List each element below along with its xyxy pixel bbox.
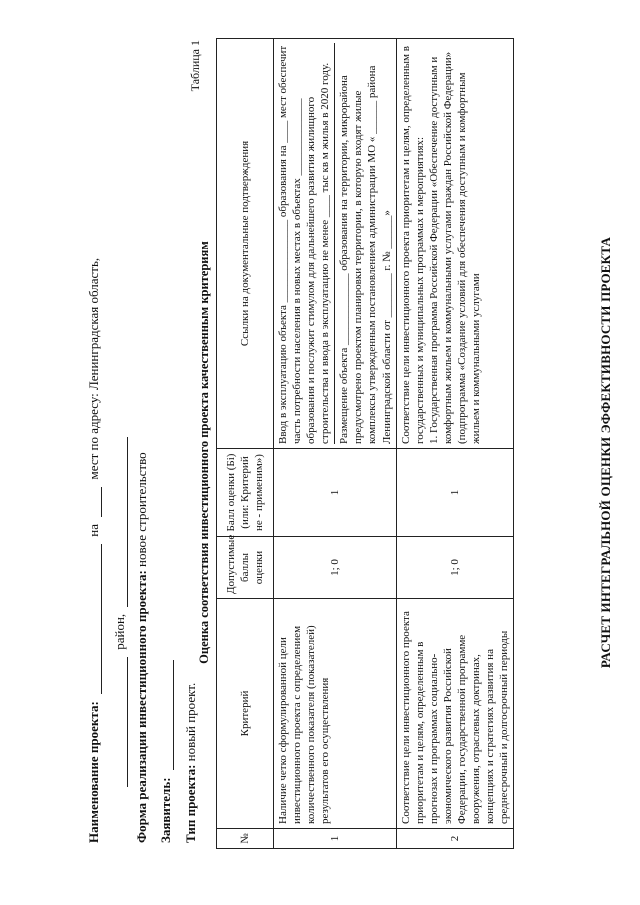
row-criterion: Наличие четко сформулированной цели инвестиционного проекта с определением количественного показателя (показателей) результатов его осуществления xyxy=(274,599,397,829)
project-name-label: Наименование проекта: xyxy=(86,701,101,843)
table-number: Таблица 1 xyxy=(188,40,202,92)
row-num: 2 xyxy=(396,829,514,849)
project-type-value: новый проект. xyxy=(183,682,198,762)
blank-line xyxy=(101,544,102,694)
blank-line xyxy=(127,437,128,607)
row-score: 1 xyxy=(274,449,397,537)
table-title: Оценка соответствия инвестиционного проекта качественным критериям xyxy=(197,241,211,664)
header-num: № xyxy=(217,829,274,849)
header-criterion: Критерий xyxy=(217,599,274,829)
document-title: РАСЧЕТ ИНТЕГРАЛЬНОЙ ОЦЕНКИ ЭФФЕКТИВНОСТИ ПРОЕКТА xyxy=(598,236,613,669)
blank-line xyxy=(101,487,102,517)
header-refs: Ссылки на документальные подтверждения xyxy=(217,39,274,449)
applicant-label: Заявитель: xyxy=(158,777,173,843)
project-name-line xyxy=(86,258,102,843)
table-row xyxy=(396,39,514,849)
table-row xyxy=(274,39,397,849)
table-header-row xyxy=(217,39,274,849)
blank-line xyxy=(173,660,174,770)
header-score: Балл оценки (Бi) (или: Критерий не - применим») xyxy=(217,449,274,537)
row-allowed: 1; 0 xyxy=(396,537,514,599)
project-district: район, xyxy=(112,613,127,650)
project-name-places: мест по адресу: Ленинградская область, xyxy=(86,257,101,480)
blank-line xyxy=(127,657,128,787)
form-label: Форма реализации инвестиционного проекта: xyxy=(134,570,149,843)
row-allowed: 1; 0 xyxy=(274,537,397,599)
project-district-line xyxy=(112,433,128,787)
row-refs xyxy=(396,39,514,449)
project-name-on: на xyxy=(86,523,101,537)
header-allowed: Допустимые баллы оценки xyxy=(217,537,274,599)
row-criterion: Соответствие цели инвестиционного проекта приоритетам и целям, определенным в прогнозах и программах социально-экономического развития Российской Федерации, государственной программе вооружения, отраслевых доктринах, концепциях и стратегиях развития на среднесрочный и долгосрочный периоды xyxy=(396,599,514,829)
criteria-table xyxy=(216,38,514,849)
applicant-line xyxy=(158,656,174,843)
row-refs-part-a: Ввод в эксплуатацию объекта _______________ образования на ____ мест обеспечит часть потребности населения в новых местах в объектах ______________ образования и послужит стимулом для дальнейшего развития жилищного строительства и ввода в эксплуатацию не менее ____ тыс кв м жилья в 2020 году. xyxy=(276,43,335,444)
row-refs-part-a: Соответствие цели инвестиционного проекта приоритетам и целям, определенным в государственных и муниципальных программах и мероприятиях: xyxy=(399,46,426,444)
row-refs-part-b: 1. Государственная программа Российской Федерации «Обеспечение доступным и комфортным жильем и коммунальными услугами граждан Российской Федерации» (подпрограмма «Создание условий для обеспечения доступным и комфортным жильем и коммунальными услугами xyxy=(427,51,483,444)
form-value: новое строительство xyxy=(134,452,149,567)
row-refs xyxy=(274,39,397,449)
project-type-label: Тип проекта: xyxy=(183,764,198,843)
row-score: 1 xyxy=(396,449,514,537)
row-refs-part-b: Размещение объекта _____________ образования на территории, микрорайона предусмотрено проектом планировки территории, в которую входят жилые комплексы утвержденным постановлением администрации МО « ______ района Ленинградской области от ________ г. № ______» xyxy=(338,65,393,444)
row-num: 1 xyxy=(274,829,397,849)
form-line xyxy=(134,452,150,843)
